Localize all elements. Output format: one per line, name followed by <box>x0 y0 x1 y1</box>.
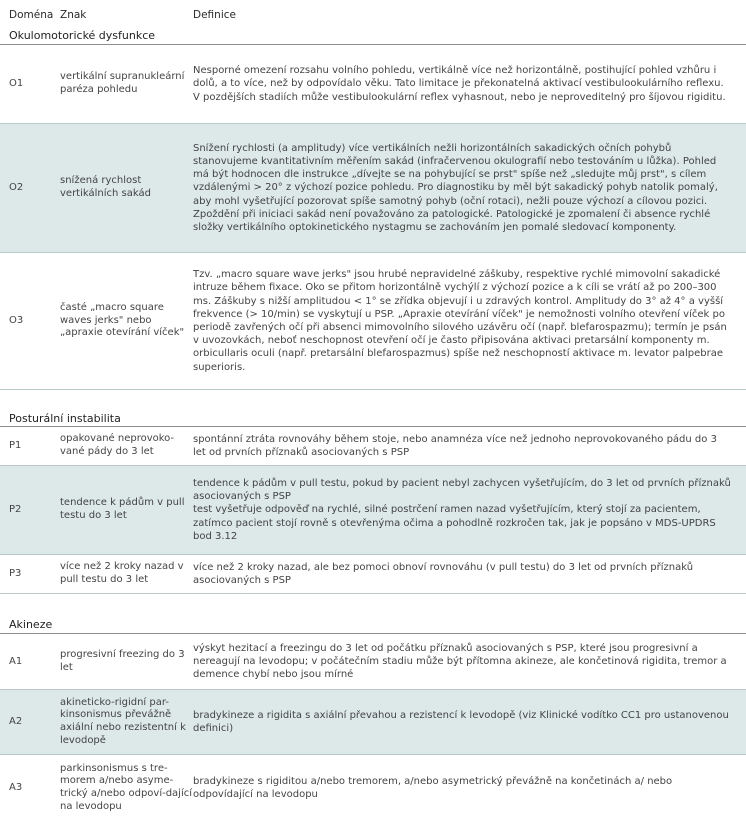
row-code: P1 <box>9 440 22 452</box>
section-gap <box>0 390 746 410</box>
row-code: O3 <box>9 315 24 327</box>
table-row-p1 <box>0 427 746 466</box>
row-code: O1 <box>9 78 24 90</box>
row-definition: Tzv. „macro square wave jerks" jsou hrubé nepravidelné záškuby, respektive rychlé mimovolní sakadické intruze během fixace. Oko se přitom horizontálně vychýlí z výchozí pozice a k cíli se vrátí až po 200–300 ms. Záškuby s nižší amplitudou < 1° se zřídka objevují i u zdravých kontrol. Amplitudy do 3° až 4° a vyšší frekvence (> 10/min) se vyskytují u PSP. „Apraxie otevírání víček" je nemožnosti volního otevření víček po periodě zavřených očí při absenci mimovolního silového uzávěru očí (např. blefarospazmu); termín je psán v uvozovkách, neboť neschopnost otevření očí je často připisována aktivaci pretarsální komponenty m. orbicullaris oculi (např. pretarsální blefarospazmus) spíše než neschopností aktivace m. levator palpebrae superioris. <box>193 269 727 373</box>
row-definition: bradykineze a rigidita s axiální převahou a rezistencí k levodopě (viz Klinické vodítko CC1 pro ustanovenou definici) <box>193 709 729 734</box>
section-gap <box>0 594 746 616</box>
row-sign: opakované neprovoko-vané pády do 3 let <box>60 433 175 457</box>
table-row-a3 <box>0 755 746 821</box>
header-domain: Doména <box>9 9 54 21</box>
row-code: A2 <box>9 716 23 728</box>
row-definition: výskyt hezitací a freezingu do 3 let od počátku příznaků asociovaných s PSP, které jsou progresivní a nereagují na levodopu; v počátečním stadiu může být přítomna akineze, ale končetinová rigidita, tremor a demence chybí nebo jsou mírné <box>193 642 727 681</box>
table-header <box>0 0 746 27</box>
table-row-a2 <box>0 690 746 755</box>
row-sign: více než 2 kroky nazad v pull testu do 3 let <box>60 561 184 585</box>
row-sign: progresivní freezing do 3 let <box>60 648 185 673</box>
row-sign: akineticko-rigidní par-kinsonismus převážně axiální nebo rezistentní k levodopě <box>60 696 186 746</box>
row-sign: tendence k pádům v pull testu do 3 let <box>60 497 185 521</box>
row-sign: časté „macro square waves jerks" nebo „apraxie otevírání víček" <box>60 302 185 339</box>
section-title-postural: Posturální instabilita <box>0 410 746 427</box>
header-definition: Definice <box>193 9 236 21</box>
table-row-o3 <box>0 253 746 390</box>
row-code: P2 <box>9 504 22 516</box>
header-sign: Znak <box>60 9 87 21</box>
row-sign: snížená rychlost vertikálních sakád <box>60 175 151 199</box>
section-title-akinesia: Akineze <box>0 616 746 634</box>
table-row-p3 <box>0 555 746 594</box>
row-code: A1 <box>9 655 23 667</box>
table-row-o2 <box>0 124 746 253</box>
table-row-p2 <box>0 466 746 555</box>
row-sign: parkinsonismus s tre-morem a/nebo asyme-trický a/nebo odpoví-dající na levodopu <box>60 762 193 812</box>
row-definition: tendence k pádům v pull testu, pokud by pacient nebyl zachycen vyšetřujícím, do 3 let od prvních příznaků asociovaných s PSP test vyšetřuje odpověď na rychlé, silné postrčení ramen nazad vyšetřujícím, který stojí za pacientem, zatímco pacient stojí rovně s otevřenýma očima a pohodlně rozkročen tak, jak je popsáno v MDS-UPDRS bod 3.12 <box>193 477 731 542</box>
row-definition: spontánní ztráta rovnováhy během stoje, nebo anamnéza více než jednoho neprovokovaného pádu do 3 let od prvních příznaků asociovaných s PSP <box>193 433 717 458</box>
row-definition: Nesporné omezení rozsahu volního pohledu, vertikálně více než horizontálně, postihující pohled vzhůru i dolů, a to více, než by odpovídalo věku. Tato limitace je překonatelná aktivací vestibulookulárního reflexu. V pozdějších stadiích může vestibulookulární reflex vyhasnout, nebo je neproveditelný pro šíjovou rigiditu. <box>193 65 726 103</box>
table-row-a1 <box>0 634 746 690</box>
row-definition: Snížení rychlosti (a amplitudy) více vertikálních nežli horizontálních sakadických očních pohybů stanovujeme kvantitativním měřením sakád (infračervenou okulografií nebo testováním u lůžka). Pohled má být hodnocen dle instrukce „dívejte se na pohybující se prst" spíše než „sledujte můj prst", s cílem vzdálenými > 20° z výchozí pozice pohledu. Pro diagnostiku by měl být sakadický pohyb natolik pomalý, aby mohl vyšetřující pozorovat spíše samotný pohyb (oční rotaci), nežli pouze výchozí a cílovou pozici. Zpoždění při iniciaci sakád není považováno za patologické. Patologické je zpomalení či absence rychlé složky vertikálního optokinetického nystagmu se zachováním jen pomalé sledovací komponenty. <box>193 142 718 233</box>
row-sign: vertikální supranukleární paréza pohledu <box>60 71 185 95</box>
row-definition: bradykineze s rigiditou a/nebo tremorem, a/nebo asymetrický převážně na končetinách a/ nebo odpovídající na levodopu <box>193 775 673 800</box>
table-row-o1 <box>0 45 746 124</box>
row-code: A3 <box>9 782 23 794</box>
section-title-oculomotor: Okulomotorické dysfunkce <box>0 27 746 45</box>
row-code: O2 <box>9 182 24 194</box>
row-definition: více než 2 kroky nazad, ale bez pomoci obnoví rovnováhu (v pull testu) do 3 let od prvních příznaků asociovaných s PSP <box>193 561 694 586</box>
row-code: P3 <box>9 568 22 580</box>
